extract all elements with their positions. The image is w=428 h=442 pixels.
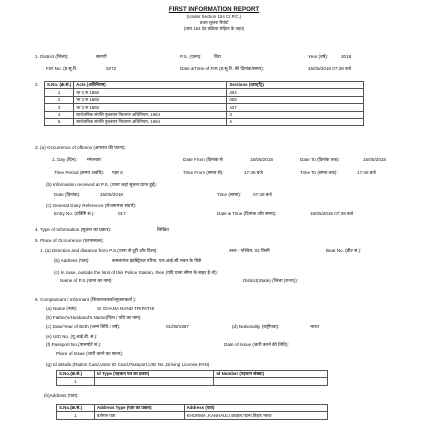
info-time-label: Time (समय): (217, 192, 242, 197)
district-label: 1. District (जिला): (35, 54, 69, 59)
table-cell: भा द स 1860 (74, 104, 227, 111)
acts-table-header (45, 82, 364, 89)
table-cell: वर्तमान पता (94, 412, 184, 419)
address-table-header (57, 405, 328, 412)
table-row (45, 118, 364, 125)
date-to-label: Date To (दिनांक तक): (300, 157, 340, 162)
table-cell: सार्वजनिक संपत्ति नुकसान निवारण अधिनियम, 1984 (74, 111, 227, 118)
passport-label: (f) Passport No.(पासपोर्ट सं.): (46, 342, 102, 347)
info-date-value: 16/05/2018 (100, 192, 123, 197)
father-name-label: (b) Father's/Husband's Name(पिता / पति का नाम): (46, 315, 142, 320)
table-cell: KHORMA ,KANHAULI,कटहल,पटना,बिहार,भारत (184, 412, 327, 419)
acts-col-sections: Sections (धारा(एँ)) (227, 82, 364, 89)
acts-col-acts: Acts (अधिनियम) (74, 82, 227, 89)
gd-datetime-label: Date & Time (दिनांक और समय): (217, 211, 277, 216)
table-cell: 1 (57, 378, 95, 385)
fir-datetime-value: 16/05/2018 07:39 बजे (308, 66, 352, 71)
table-cell: 4 (45, 111, 74, 118)
outside-limit-label: (c) In case, outside the limit of this Police Station, then (यदि थाना सीमा के बाहर है तो): (54, 270, 218, 275)
gd-entry-value: 017 (118, 211, 126, 216)
uid-label: (e) UID No. (यू.आई.डी. सं.): (46, 334, 98, 339)
time-to-value: 17:45 बजे (357, 170, 376, 175)
section-2-label: 2. (35, 82, 39, 87)
address-col-type: Address Type (पता का प्रकार) (94, 405, 184, 412)
info-time-value: 07:39 बजे (253, 192, 272, 197)
direction-value: उत्तर - पश्चिम, 02 किमी (229, 248, 270, 253)
table-cell: 1 (57, 412, 95, 419)
info-date-label: Date (दिनांक): (54, 192, 81, 197)
general-diary-title: (c) General Diary Reference (रोजनामचा संदर्भ): (46, 203, 137, 208)
other-ps-name-label: Name of P.S.(थाना का नाम): (60, 278, 113, 283)
date-from-value: 15/05/2018 (250, 157, 273, 162)
info-type-label: 4. Type of Information (सूचना का प्रकार): (35, 227, 112, 232)
id-table-header (57, 371, 328, 378)
time-to-label: Time To (समय तक): (300, 170, 338, 175)
table-cell (214, 378, 328, 385)
complainant-address-table (56, 404, 328, 420)
report-subtitle-hindi: प्रथम सूचना रिपोर्ट (199, 20, 229, 25)
gd-entry-label: Entry No. (प्रविष्टि सं.): (54, 211, 95, 216)
district-value: सारणी (96, 54, 107, 59)
table-cell: 3 (45, 104, 74, 111)
acts-col-sno: S.No. (क्र.सं.) (45, 82, 74, 89)
complainant-name-value: SI GHANA NAND TRIPATHI (97, 306, 155, 311)
time-period-label: Time Period (समय अवधि): (54, 170, 105, 175)
district-state-label: District(State) (जिला (राज्य)): (243, 278, 299, 283)
place-of-issue-label: Place of Issue (जारी करने का स्थान): (56, 351, 124, 356)
direction-label: 1. (a) Direction and distance from P.S.(थाना से दूरी और दिशा): (40, 248, 158, 253)
time-from-value: 17:45 बजे (244, 170, 263, 175)
table-cell: सार्वजनिक संपत्ति नुकसान निवारण अधिनियम, 1984 (74, 118, 227, 125)
id-details-title: (g) Id details (Ration Card,Voter ID Card,Passport,UID No.,Driving License,PAN) (46, 362, 210, 367)
day-value: मंगलवार (87, 157, 102, 162)
report-title: FIRST INFORMATION REPORT (168, 6, 260, 13)
id-col-sno: S.No.(क्र.सं.) (57, 371, 95, 378)
police-station-value: विरा (214, 54, 221, 59)
date-of-issue-label: Date of Issue (जारी करने की तिथि): (224, 342, 289, 347)
report-subtitle-section: (धारा 154 दंड प्रक्रिया संहिता के तहत) (183, 26, 245, 31)
id-col-type: Id Type (पहचान पत्र का प्रकार) (94, 371, 214, 378)
table-cell: 2 (45, 96, 74, 103)
table-row (45, 104, 364, 111)
day-label: 1. Day (दिन): (52, 157, 78, 162)
year-label: Year (वर्ष): (308, 54, 329, 59)
acts-table (44, 81, 364, 126)
complainant-name-label: (a) Name (नाम): (46, 306, 78, 311)
id-col-number: Id Number (पहचान संख्या) (214, 371, 328, 378)
place-address-value: कमलागंज इंडस्ट्रियल एरिया, एल.आई.सी.भवन के पीछे (112, 258, 202, 263)
dob-value: 01/09/1987 (166, 324, 189, 329)
info-type-value: लिखित (157, 227, 169, 232)
report-subtitle-english: (Under Section 154 Cr.P.C.) (186, 14, 242, 19)
address-col-address: Address (पता) (184, 405, 327, 412)
date-to-value: 15/05/2018 (363, 157, 386, 162)
table-cell: भा द स 1860 (74, 96, 227, 103)
police-station-label: P.S. (थाना): (180, 54, 202, 59)
info-received-title: (b) Information received at P.S. (थाना जहां सूचना प्राप्त हुई): (46, 182, 157, 187)
table-cell: 5 (45, 118, 74, 125)
table-cell: 427 (227, 104, 364, 111)
table-row (45, 96, 364, 103)
nationality-value: भारत (310, 324, 319, 329)
address-col-sno: S.No.(क्र.सं.) (57, 405, 95, 412)
time-period-value: पहर 6 (112, 170, 123, 175)
table-cell: 304 (227, 89, 364, 96)
place-address-label: (b) Address (पता): (54, 258, 90, 263)
table-cell (94, 378, 214, 385)
fir-number-value: 0272 (106, 66, 117, 71)
complainant-title: 6. Complainant / Informant (शिकायतकर्ता/सूचनाकर्ता ): (35, 297, 137, 302)
table-cell: 4 (227, 118, 364, 125)
beat-label: Beat No. (बीट सं.): (326, 248, 362, 253)
table-cell: भा द स 1860 (74, 89, 227, 96)
fir-number-label: FIR No. (प्र.सू.रि. (46, 66, 78, 71)
table-cell: 308 (227, 96, 364, 103)
fir-datetime-label: Date &Time of FIR (प्र.सू.रि. की दिनांक/समय): (180, 66, 265, 71)
id-details-table (56, 370, 328, 386)
time-from-label: Time From (समय से): (183, 170, 224, 175)
date-from-label: Date From (दिनांक से (183, 157, 223, 162)
complainant-address-title: (h)Address (पता): (44, 393, 79, 398)
table-row (57, 378, 328, 385)
gd-datetime-value: 16/05/2018 07:39 बजे (310, 211, 354, 216)
table-row (57, 412, 328, 419)
year-value: 2018 (341, 54, 352, 59)
table-cell: 3 (227, 111, 364, 118)
table-row (45, 89, 364, 96)
table-cell: 1 (45, 89, 74, 96)
occurrence-title: 3. (a) Occurrence of offence (अपराध की घटना): (35, 145, 126, 150)
nationality-label: (d) Nationality (राष्ट्रीयता): (232, 324, 280, 329)
dob-label: (c) Date/Year of Birth (जन्म तिथि / वर्ष): (46, 324, 121, 329)
table-row (45, 111, 364, 118)
place-title: 5. Place of Occurrence (घटनास्थल): (35, 238, 104, 243)
